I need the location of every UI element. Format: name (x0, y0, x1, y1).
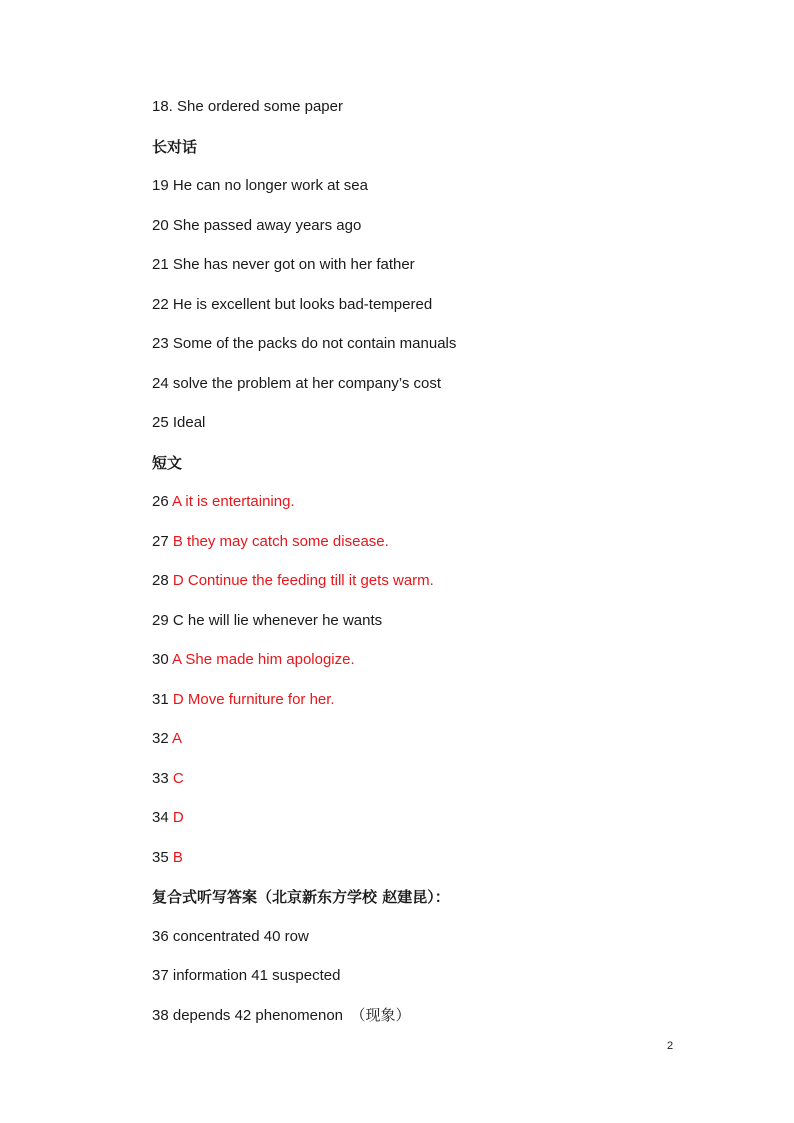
answer-line (152, 926, 712, 966)
answer-text: He can no longer work at sea (172, 177, 368, 194)
answer-line (152, 1005, 712, 1045)
answer-text: solve the problem at her company’s cost (172, 374, 442, 392)
question-number: 24 (152, 374, 169, 392)
question-number: 33 (152, 769, 169, 787)
answer-line (152, 531, 712, 571)
answer-text: C (172, 769, 184, 787)
answer-text: She has never got on with her father (172, 256, 415, 273)
question-number: 37 (152, 967, 169, 984)
answer-text: Some of the packs do not contain manuals (172, 335, 457, 352)
answer-line (152, 491, 712, 531)
question-number: 31 (152, 690, 169, 708)
answer-text: A it is entertaining. (172, 493, 295, 510)
answer-line (152, 689, 712, 729)
answer-text: She passed away years ago (172, 216, 362, 234)
answer-text: B (172, 848, 183, 866)
answer-text: A (172, 730, 183, 747)
answer-line (152, 412, 712, 452)
answer-text: C he will lie whenever he wants (172, 611, 383, 629)
question-number: 28 (152, 572, 169, 589)
answer-text: D Move furniture for her. (172, 690, 335, 708)
answer-text: depends 42 phenomenon （现象） (172, 1006, 411, 1024)
answer-text: He is excellent but looks bad-tempered (172, 295, 433, 313)
answer-line (152, 175, 712, 215)
answer-text: She ordered some paper (177, 98, 343, 115)
answer-text: A She made him apologize. (172, 651, 355, 668)
page-number: 2 (667, 1040, 674, 1052)
question-number: 35 (152, 848, 169, 866)
question-number: 23 (152, 335, 169, 352)
answer-line (152, 768, 712, 808)
question-number: 36 (152, 927, 169, 945)
answer-line (152, 294, 712, 334)
question-number: 32 (152, 730, 169, 747)
section-heading: 短文 (152, 453, 183, 472)
answer-text: Ideal (172, 414, 206, 431)
section-heading: 复合式听写答案（北京新东方学校 赵建昆）： (152, 888, 450, 906)
answer-line (152, 807, 712, 847)
answer-line (152, 215, 712, 255)
answer-text: D Continue the feeding till it gets warm. (172, 572, 434, 589)
answer-text: D (172, 809, 184, 826)
answer-line (152, 254, 712, 294)
question-number: 29 (152, 611, 169, 629)
answer-text: information 41 suspected (172, 967, 341, 984)
question-number: 22 (152, 295, 169, 313)
question-number: 21 (152, 256, 169, 273)
answer-text: concentrated 40 row (172, 927, 309, 945)
question-number: 27 (152, 532, 169, 550)
answer-line (152, 570, 712, 610)
question-number: 26 (152, 493, 169, 510)
answer-line (152, 610, 712, 650)
section-heading: 长对话 (152, 137, 198, 156)
answer-line (152, 847, 712, 887)
question-number: 25 (152, 414, 169, 431)
answer-line (152, 728, 712, 768)
answer-line (152, 373, 712, 413)
answer-line (152, 96, 712, 136)
answer-text: B they may catch some disease. (172, 532, 389, 550)
question-number: 18. (152, 98, 173, 115)
answer-list (152, 96, 712, 1044)
answer-line (152, 649, 712, 689)
answer-line (152, 965, 712, 1005)
question-number: 20 (152, 216, 169, 234)
question-number: 38 (152, 1006, 169, 1024)
question-number: 30 (152, 651, 169, 668)
answer-line (152, 333, 712, 373)
question-number: 19 (152, 177, 169, 194)
question-number: 34 (152, 809, 169, 826)
